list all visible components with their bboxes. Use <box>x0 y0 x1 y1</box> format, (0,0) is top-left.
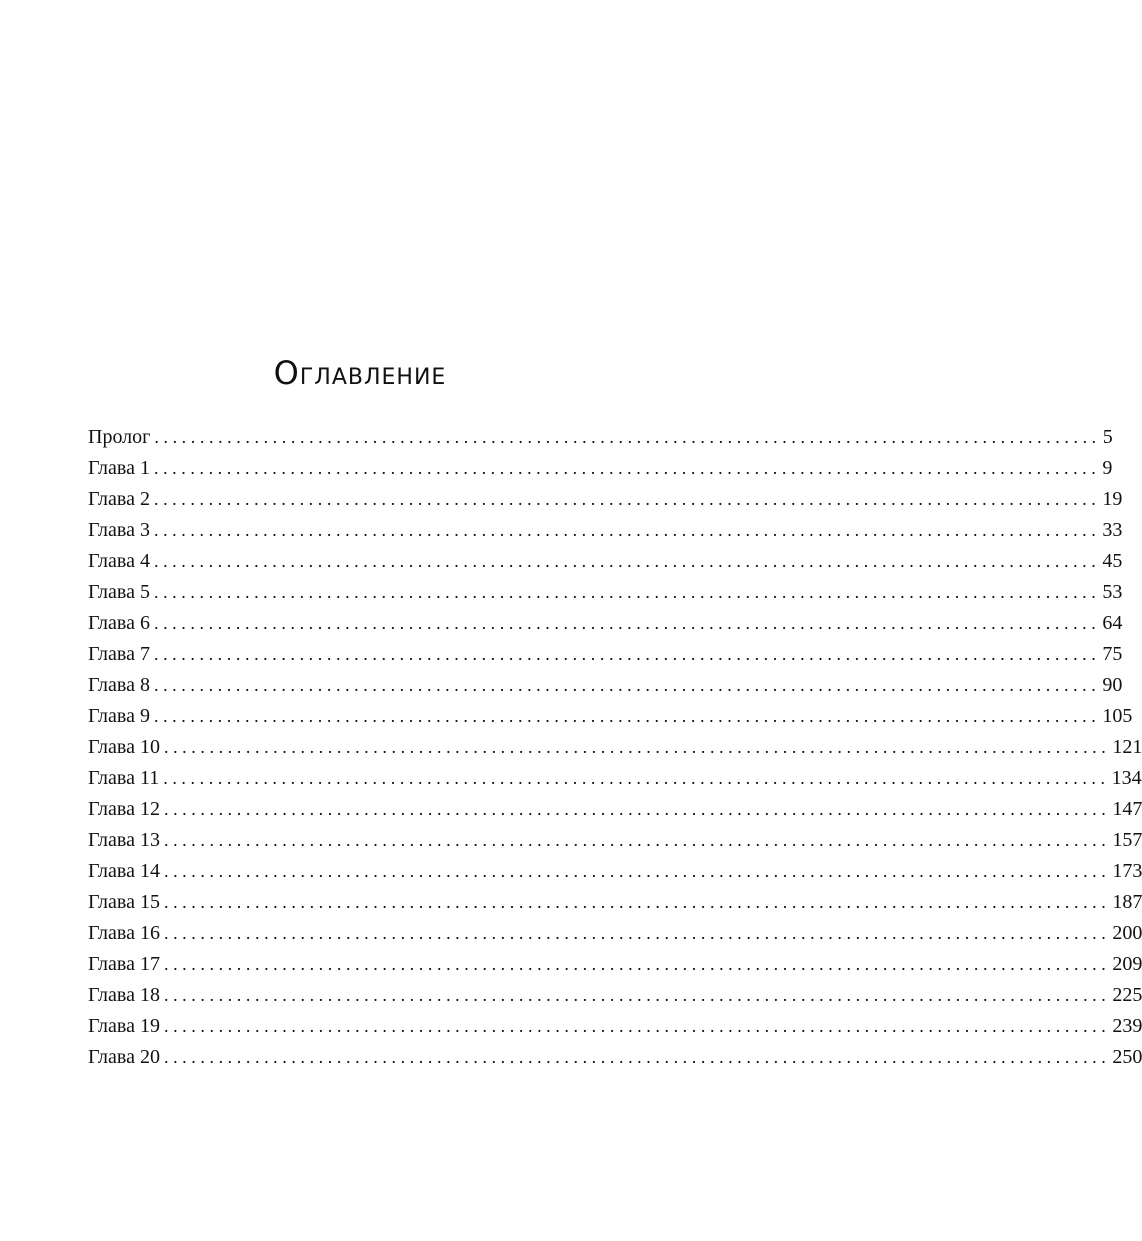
toc-entry-page-number: 9 <box>1102 457 1113 479</box>
toc-entry <box>88 670 1123 701</box>
toc-entry-label: Глава 12 <box>88 798 160 820</box>
toc-entry-page-number: 157 <box>1112 829 1142 851</box>
toc-entry-page-number: 250 <box>1112 1046 1142 1068</box>
toc-dot-leader: ........................................................................................................ <box>163 892 1111 912</box>
toc-entry <box>88 763 1142 794</box>
toc-entry <box>88 608 1123 639</box>
toc-entry-label: Глава 8 <box>88 674 150 696</box>
toc-entry-page-number: 209 <box>1112 953 1142 975</box>
toc-entry <box>88 701 1133 732</box>
toc-dot-leader: ........................................................................................................ <box>163 1047 1111 1067</box>
toc-dot-leader: ........................................................................................................ <box>163 985 1111 1005</box>
toc-dot-leader: ........................................................................................................ <box>163 1016 1111 1036</box>
toc-entry-page-number: 187 <box>1112 891 1142 913</box>
toc-entry <box>88 949 1142 980</box>
toc-entry-label: Глава 18 <box>88 984 160 1006</box>
toc-entry-label: Глава 19 <box>88 1015 160 1037</box>
toc-dot-leader: ........................................................................................................ <box>163 861 1111 881</box>
toc-entry-page-number: 173 <box>1112 860 1142 882</box>
toc-entry-page-number: 105 <box>1102 705 1133 727</box>
toc-entry-label: Глава 13 <box>88 829 160 851</box>
toc-entry-label: Глава 20 <box>88 1046 160 1068</box>
toc-entry-page-number: 225 <box>1112 984 1142 1006</box>
toc-dot-leader: ........................................................................................................ <box>153 458 1101 478</box>
toc-entry-page-number: 121 <box>1112 736 1142 758</box>
toc-entry-label: Глава 11 <box>88 767 160 789</box>
toc-entry-page-number: 200 <box>1112 922 1142 944</box>
toc-dot-leader: ........................................................................................................ <box>163 737 1111 757</box>
toc-entry-page-number: 239 <box>1112 1015 1142 1037</box>
toc-entry-page-number: 19 <box>1102 488 1123 510</box>
toc-entry <box>88 887 1142 918</box>
toc-entry-label: Глава 3 <box>88 519 150 541</box>
toc-dot-leader: ........................................................................................................ <box>153 551 1101 571</box>
toc-entry <box>88 422 1113 453</box>
toc-entry-label: Глава 10 <box>88 736 160 758</box>
toc-entry-label: Глава 6 <box>88 612 150 634</box>
table-of-contents <box>88 422 1142 1073</box>
toc-entry <box>88 639 1123 670</box>
toc-entry <box>88 918 1142 949</box>
toc-entry <box>88 515 1123 546</box>
toc-dot-leader: ........................................................................................................ <box>153 582 1101 602</box>
toc-entry-page-number: 45 <box>1102 550 1123 572</box>
toc-entry-page-number: 64 <box>1102 612 1123 634</box>
toc-entry-label: Глава 16 <box>88 922 160 944</box>
toc-entry-page-number: 134 <box>1111 767 1142 789</box>
toc-dot-leader: ........................................................................................................ <box>153 706 1101 726</box>
toc-entry-page-number: 5 <box>1102 426 1113 448</box>
toc-entry-label: Глава 1 <box>88 457 150 479</box>
toc-dot-leader: ........................................................................................................ <box>163 954 1111 974</box>
toc-entry <box>88 577 1123 608</box>
toc-entry <box>88 980 1142 1011</box>
toc-entry-label: Глава 7 <box>88 643 150 665</box>
toc-dot-leader: ........................................................................................................ <box>163 799 1111 819</box>
toc-entry <box>88 484 1123 515</box>
toc-entry-page-number: 90 <box>1102 674 1123 696</box>
toc-dot-leader: ........................................................................................................ <box>163 768 1110 788</box>
toc-entry <box>88 794 1142 825</box>
toc-dot-leader: ........................................................................................................ <box>153 644 1101 664</box>
toc-entry <box>88 453 1113 484</box>
toc-title: Оглавление <box>273 354 447 392</box>
toc-entry <box>88 546 1123 577</box>
toc-dot-leader: ........................................................................................................ <box>153 675 1101 695</box>
toc-entry <box>88 1011 1142 1042</box>
toc-entry-label: Глава 14 <box>88 860 160 882</box>
toc-dot-leader: ........................................................................................................ <box>163 830 1111 850</box>
toc-entry-page-number: 75 <box>1102 643 1123 665</box>
toc-entry <box>88 856 1142 887</box>
toc-entry-label: Глава 17 <box>88 953 160 975</box>
toc-entry-label: Глава 9 <box>88 705 150 727</box>
toc-entry <box>88 825 1142 856</box>
toc-entry-label: Глава 5 <box>88 581 150 603</box>
toc-entry <box>88 732 1142 763</box>
toc-entry-label: Глава 15 <box>88 891 160 913</box>
toc-entry-label: Глава 2 <box>88 488 150 510</box>
toc-entry-page-number: 147 <box>1112 798 1142 820</box>
toc-dot-leader: ........................................................................................................ <box>153 520 1101 540</box>
toc-dot-leader: ........................................................................................................ <box>153 489 1101 509</box>
toc-entry-label: Глава 4 <box>88 550 150 572</box>
toc-dot-leader: ........................................................................................................ <box>154 427 1101 447</box>
toc-dot-leader: ........................................................................................................ <box>163 923 1111 943</box>
toc-dot-leader: ........................................................................................................ <box>153 613 1101 633</box>
toc-entry <box>88 1042 1142 1073</box>
toc-entry-label: Пролог <box>88 426 151 448</box>
toc-entry-page-number: 53 <box>1102 581 1123 603</box>
toc-entry-page-number: 33 <box>1102 519 1123 541</box>
